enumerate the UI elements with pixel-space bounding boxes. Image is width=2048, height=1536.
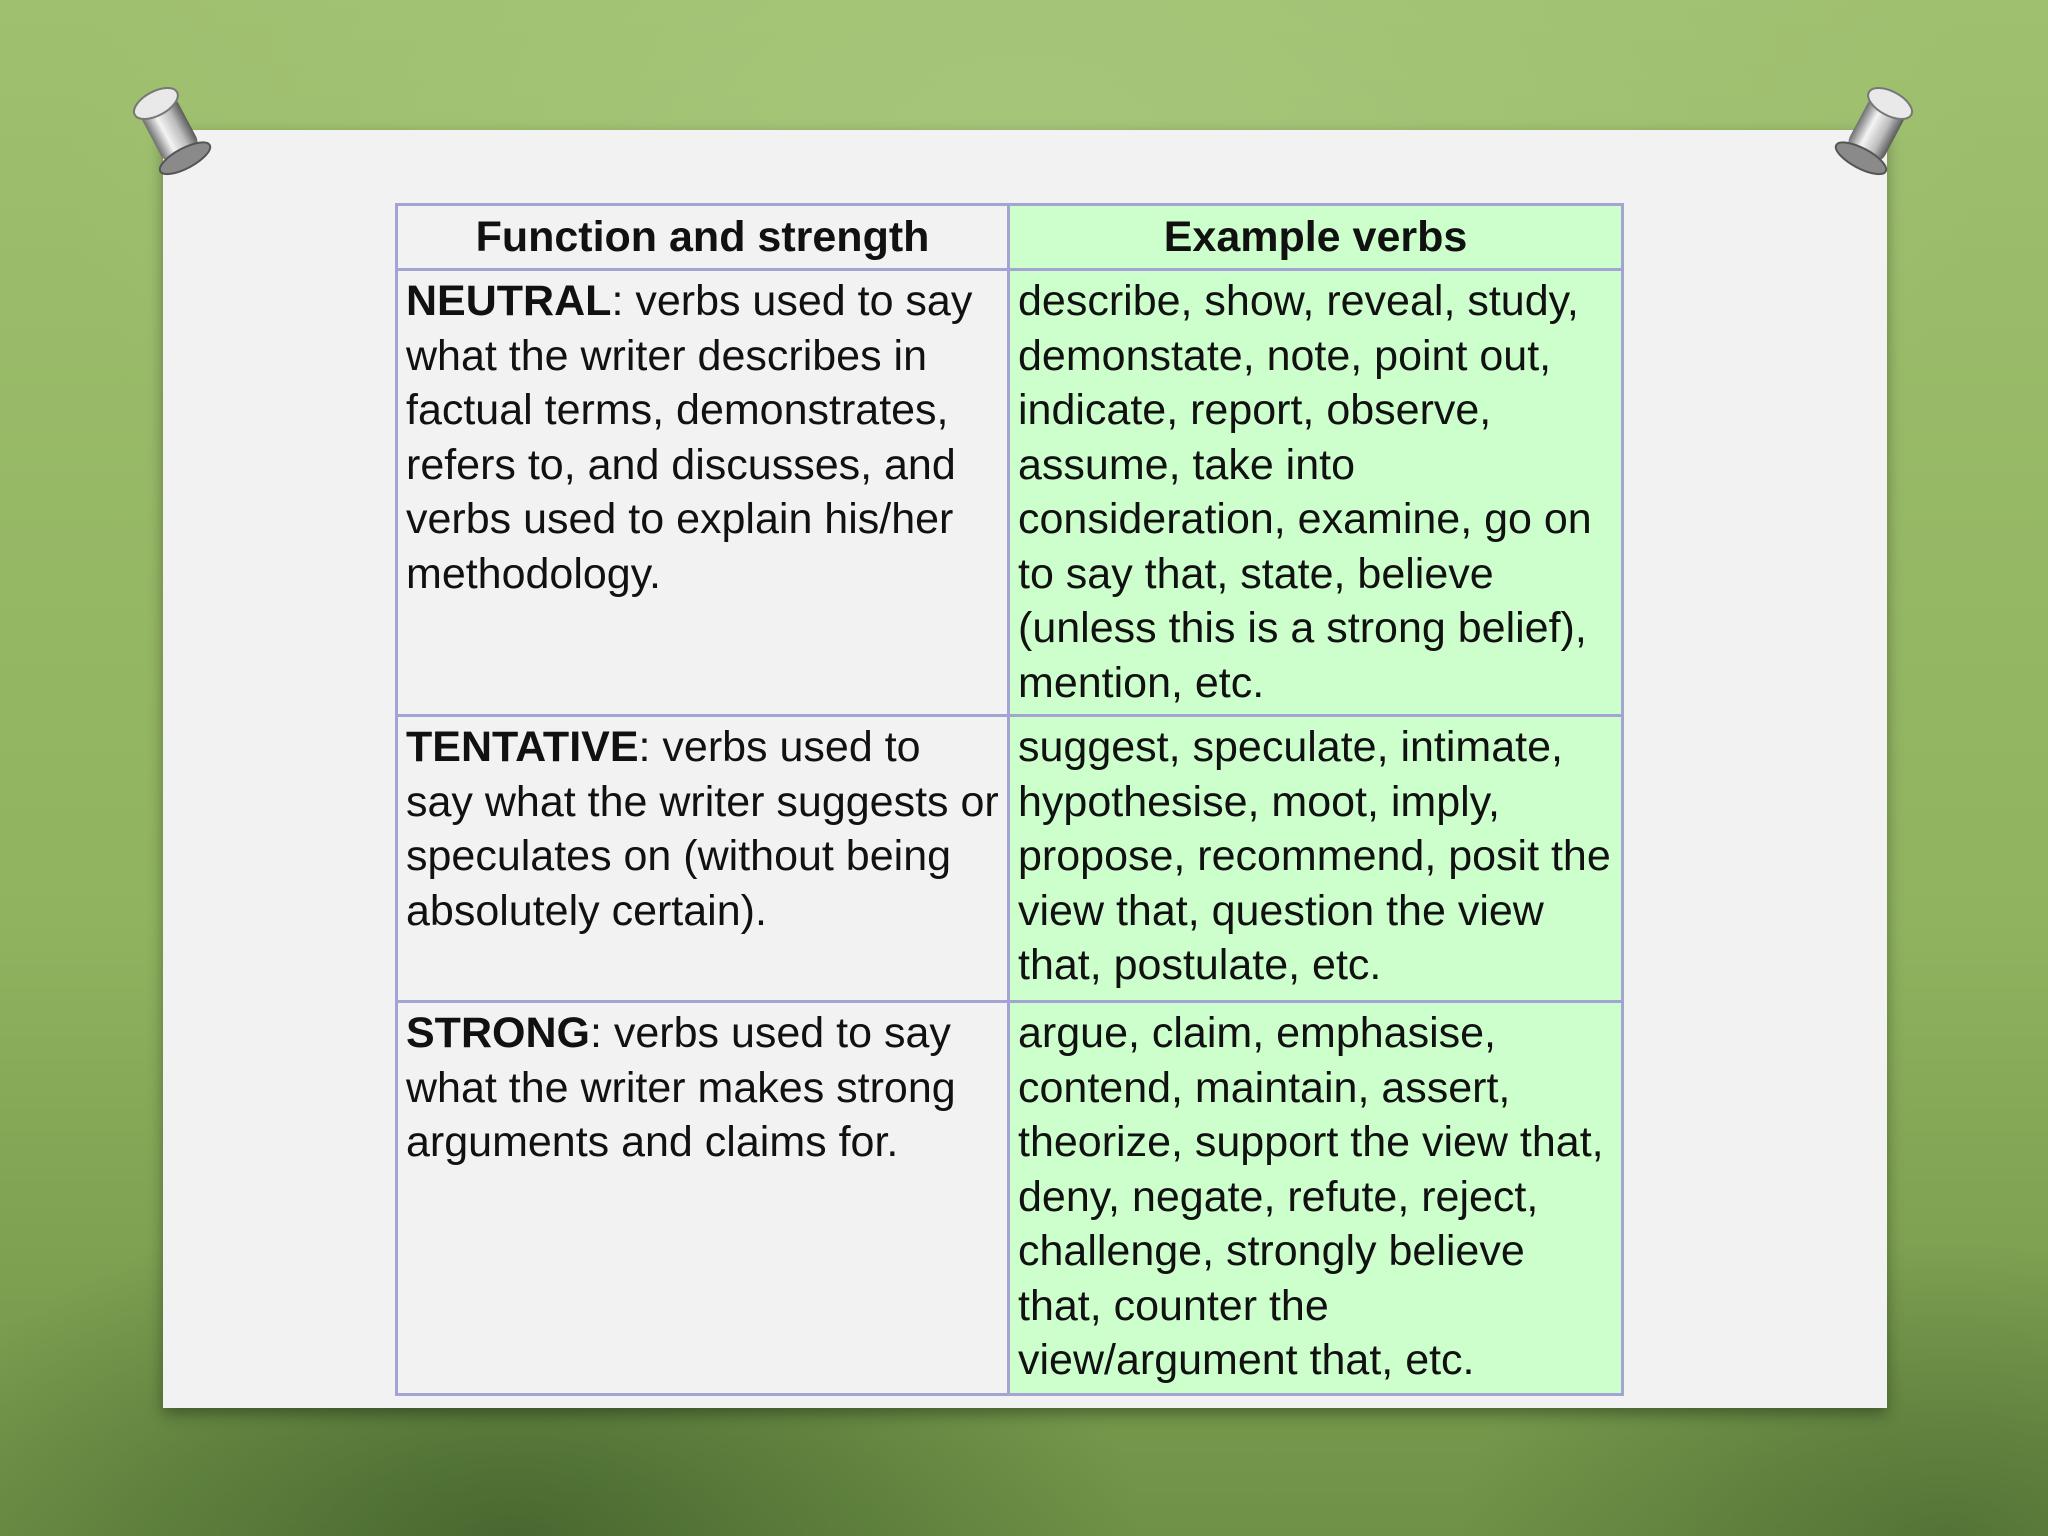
strength-description: : verbs used to say what the writer describes in factual terms, demonstrates, refers to, and discusses, and verbs used to explain his/her methodology. [406, 277, 973, 598]
verbs-table [395, 203, 1624, 1396]
strength-description: : verbs used to say what the writer suggests or speculates on (without being absolutely certain). [406, 723, 999, 935]
examples-cell-strong: argue, claim, emphasise, contend, maintain, assert, theorize, support the view that, deny, negate, refute, reject, challenge, strongly believe that, counter the view/argument that, etc. [1009, 1002, 1623, 1395]
table-row [397, 716, 1623, 1002]
function-cell-strong [397, 1002, 1009, 1395]
examples-cell-neutral: describe, show, reveal, study, demonstate, note, point out, indicate, report, observe, assume, take into consideration, examine, go on to say that, state, believe (unless this is a strong belief), mention, etc. [1009, 270, 1623, 716]
table-row [397, 270, 1623, 716]
strength-label: TENTATIVE [406, 723, 639, 771]
table-header-row [397, 205, 1623, 270]
examples-cell-tentative: suggest, speculate, intimate, hypothesise, moot, imply, propose, recommend, posit the view that, question the view that, postulate, etc. [1009, 716, 1623, 1002]
function-cell-neutral [397, 270, 1009, 716]
header-function-and-strength: Function and strength [397, 205, 1009, 270]
header-example-verbs: Example verbs [1009, 205, 1623, 270]
function-cell-tentative [397, 716, 1009, 1002]
strength-label: STRONG [406, 1009, 590, 1057]
strength-description: : verbs used to say what the writer makes strong arguments and claims for. [406, 1009, 956, 1166]
table-row [397, 1002, 1623, 1395]
strength-label: NEUTRAL [406, 277, 612, 325]
